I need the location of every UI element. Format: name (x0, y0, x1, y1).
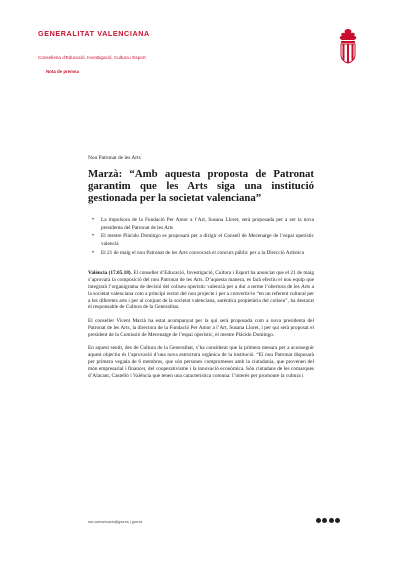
section-label: Nou Patronat de les Arts (88, 155, 141, 161)
social-icons (316, 518, 341, 523)
paragraph: En aquest sentit, des de Cultura de la Generalitat, s’ha considerat que la primera mesura per a aconseguir aquest objectiu és l’aprovació d’una nova estructura orgànica de la institució. “El nou Patronat disposarà per primera vegada de 6 membres, que són persones compromeses amb la ciutadania, que provenen del món empresarial i financer, del cooperativisme i la innovació econòmica. Són ciutadans de les comarques d’Alacant, Castelló i València que tenen una característica comuna: l’interès per promoure la cultura i (88, 345, 314, 379)
twitter-icon[interactable] (316, 518, 321, 523)
youtube-icon[interactable] (335, 518, 340, 523)
dateline: València (17.05.18). (88, 269, 132, 276)
instagram-icon[interactable] (329, 518, 334, 523)
generalitat-emblem-icon (336, 28, 360, 64)
summary-bullets (88, 217, 314, 256)
paragraph-text: El conseller d’Educació, Investigació, Cultura i Esport ha anunciat que el 21 de maig s’aprovarà la composició del nou Patronat de les Arts. D’aquesta manera, es farà efectiu el nou equip que integrarà l’organigrama de decisió del coliseu operístic valencià per a dur a terme l’obertura de les Arts a la societat valenciana com a principi rector del nou projecte i per a convertir-lo “en un referent cultural per a les diferents arts i per al conjunt de la societat valenciana, autèntica propietària del coliseu”, ha destacat el responsable de Cultura de la Generalitat. (88, 269, 314, 311)
org-name: GENERALITAT VALENCIANA (38, 29, 150, 38)
footer-contact: sec.comunicacio@gva.es | gva.es (88, 520, 143, 524)
bullet-item: • El 21 de maig el nou Patronat de les Arts convocarà el concurs públic per a la Direcció Artística (101, 250, 314, 257)
headline: Marzà: “Amb aquesta proposta de Patronat garantim que les Arts siga una institució gestionada per la societat valenciana” (88, 168, 314, 204)
paragraph: El conseller Vicent Marzà ha estat acompanyat per la qui serà proposada com a nova presidenta del Patronat de les Arts, la directora de la Fundació Per Amor a l’Art, Susana Lloret, i per qui serà proposat el president de la Comissió de Mecenatge de l’espai operístic, el mestre Plácido Domingo. (88, 317, 314, 338)
paragraph (88, 270, 314, 311)
bullet-item: • La impulsora de la Fundació Per Amor a l’Art, Susana Lloret, serà proposada per a ser la nova presidenta del Patronat de les Arts (101, 217, 314, 232)
bullet-item: • El mestre Plácido Domingo es proposarà per a dirigir el Consell de Mecenatge de l’espai operístic valencià (101, 233, 314, 248)
letterhead (38, 28, 362, 88)
facebook-icon[interactable] (322, 518, 327, 523)
page-footer (88, 518, 340, 528)
department-name: Conselleria d'Educació, Investigació, Cultura i Esport (38, 55, 146, 60)
document-type: Nota de premsa (46, 69, 79, 74)
press-release-body (88, 155, 314, 386)
